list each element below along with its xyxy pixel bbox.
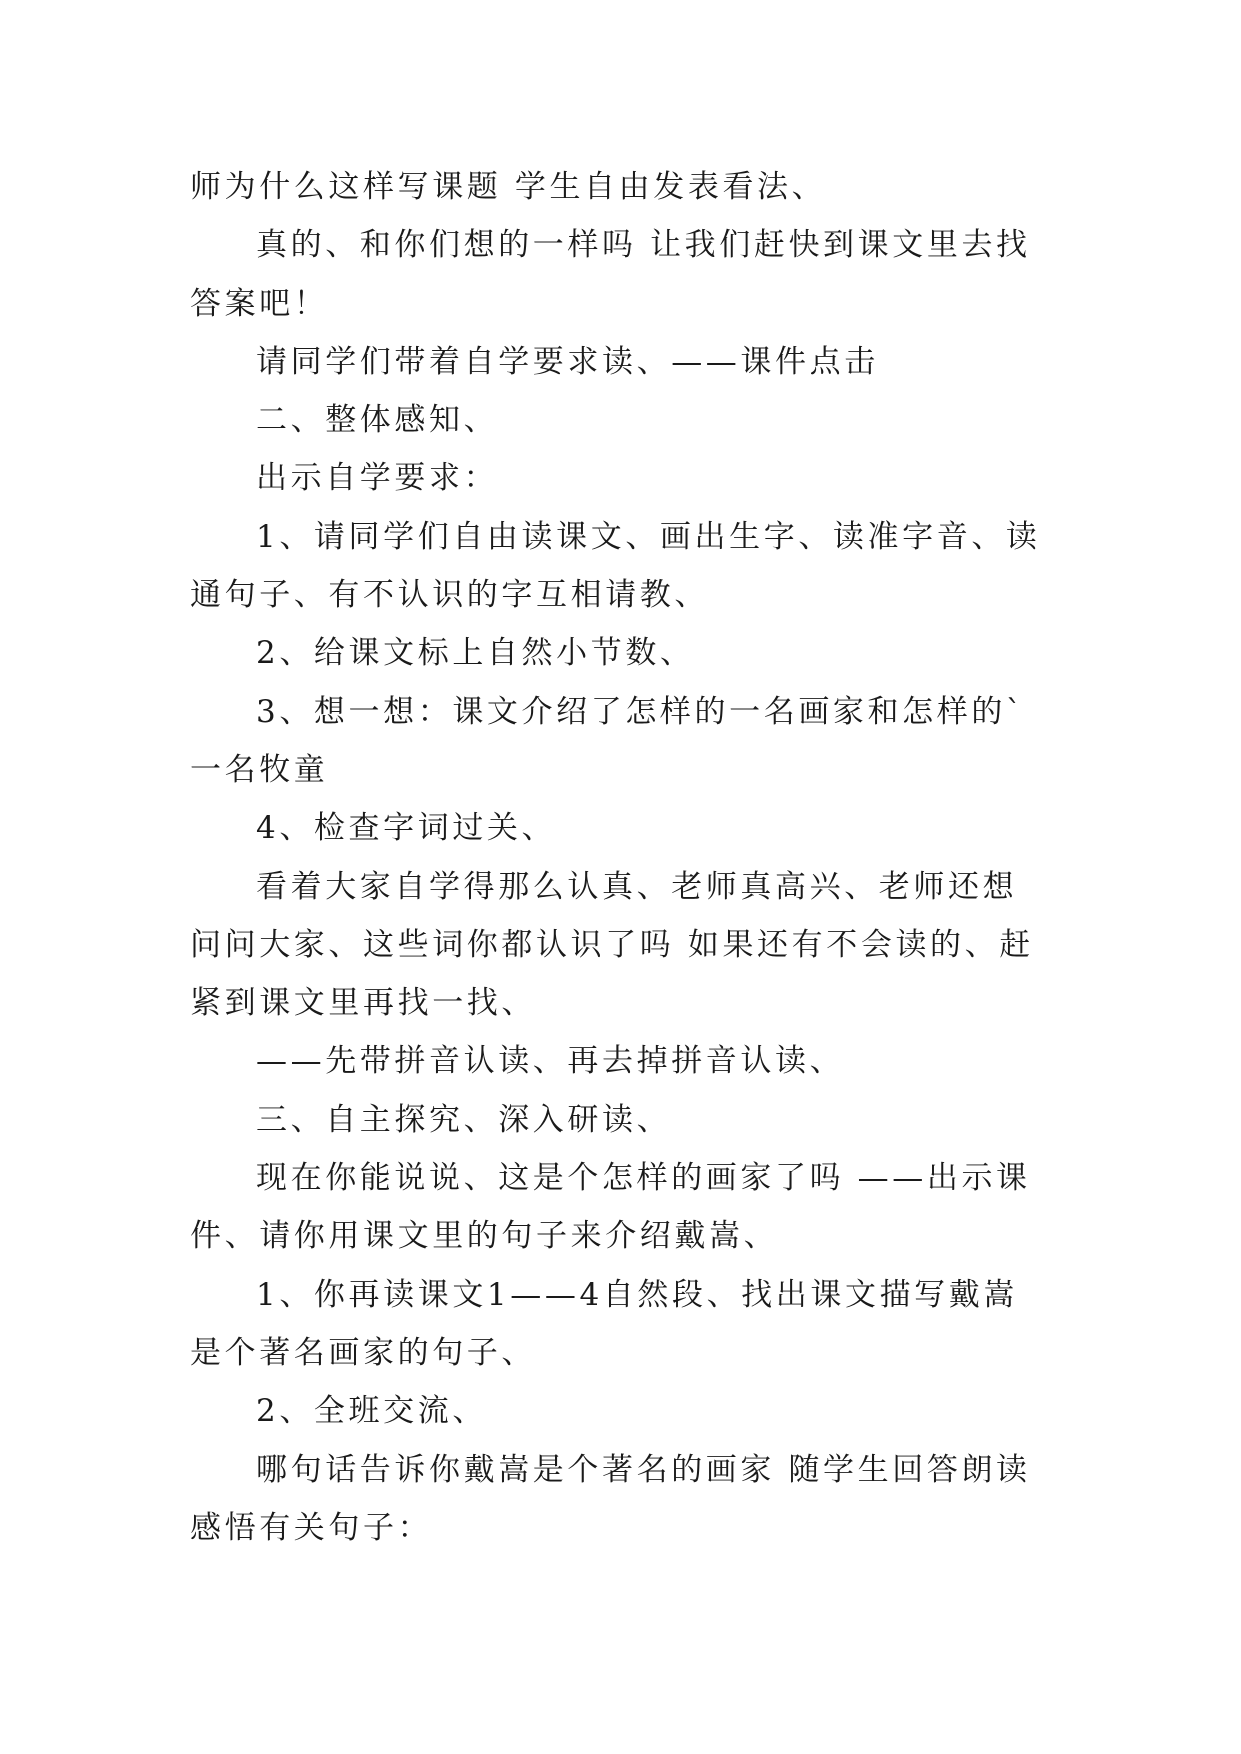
list-item: 1、你再读课文1——4自然段、找出课文描写戴嵩是个著名画家的句子、 (190, 1276, 1018, 1371)
list-item: 2、给课文标上自然小节数、 (256, 635, 695, 672)
document-body (190, 158, 1050, 1557)
paragraph: 现在你能说说、这是个怎样的画家了吗 ——出示课件、请你用课文里的句子来介绍戴嵩、 (190, 1160, 1031, 1255)
section-heading: 二、整体感知、 (256, 402, 499, 439)
paragraph: 师为什么这样写课题 学生自由发表看法、 (190, 169, 827, 205)
list-item: 3、想一想：课文介绍了怎样的一名画家和怎样的`一名牧童 (190, 693, 1026, 788)
paragraph: 出示自学要求： (256, 460, 499, 497)
paragraph: 请同学们带着自学要求读、——课件点击 (256, 343, 879, 380)
list-item: 2、全班交流、 (256, 1393, 487, 1430)
section-heading: 三、自主探究、深入研读、 (256, 1101, 672, 1138)
list-item: 4、检查字词过关、 (256, 810, 557, 847)
paragraph: 看着大家自学得那么认真、老师真高兴、老师还想问问大家、这些词你都认识了吗 如果还有不会读的、赶紧到课文里再找一找、 (190, 868, 1034, 1022)
paragraph: ——先带拼音认读、再去掉拼音认读、 (256, 1043, 845, 1080)
list-item: 1、请同学们自由读课文、画出生字、读准字音、读通句子、有不认识的字互相请教、 (190, 518, 1041, 614)
paragraph: 真的、和你们想的一样吗 让我们赶快到课文里去找答案吧！ (190, 227, 1031, 322)
paragraph: 哪句话告诉你戴嵩是个著名的画家 随学生回答朗读感悟有关句子： (190, 1451, 1031, 1546)
